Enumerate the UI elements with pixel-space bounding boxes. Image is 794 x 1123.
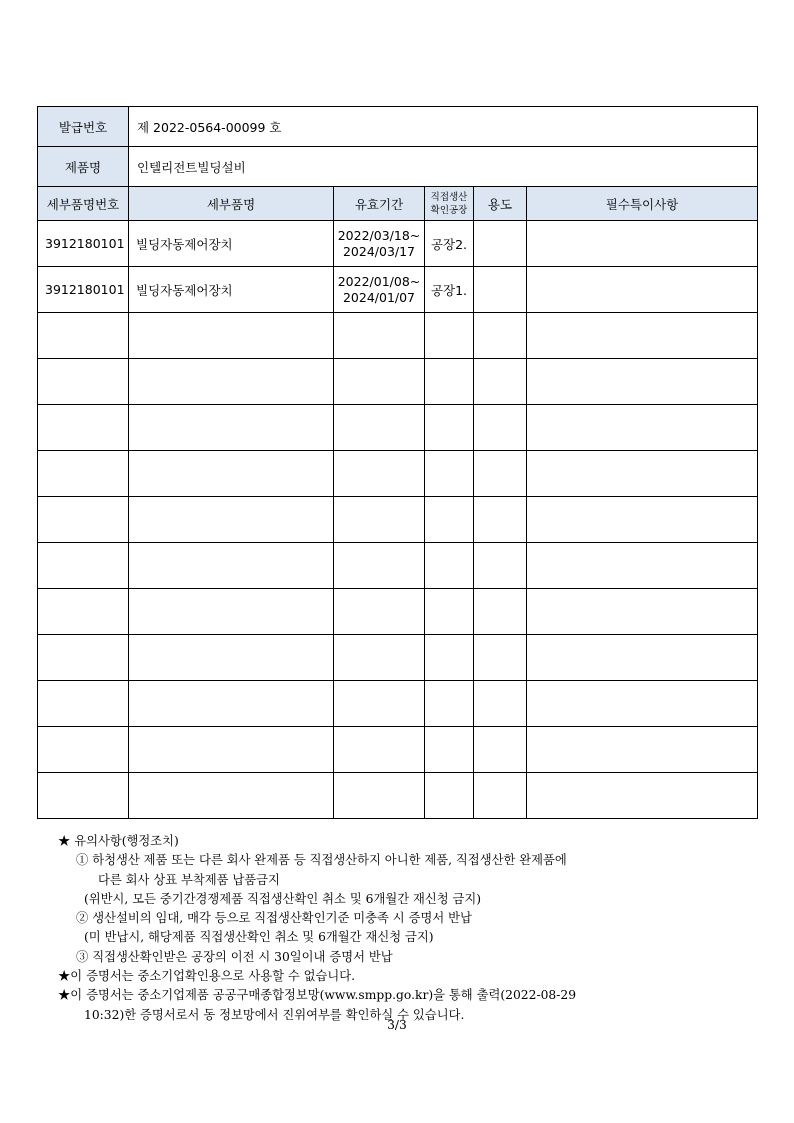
empty-cell bbox=[425, 543, 474, 589]
empty-cell bbox=[38, 727, 129, 773]
empty-cell bbox=[425, 405, 474, 451]
empty-cell bbox=[129, 405, 334, 451]
page-number: 3/3 bbox=[387, 1018, 407, 1032]
empty-cell bbox=[425, 773, 474, 819]
empty-cell bbox=[474, 359, 527, 405]
empty-cell bbox=[129, 451, 334, 497]
empty-cell bbox=[334, 727, 425, 773]
note-star-3-line-1: ★이 증명서는 중소기업제품 공공구매종합정보망(www.smpp.go.kr)을 통해 출력(2022-08-29 bbox=[58, 988, 577, 1003]
row-use bbox=[474, 221, 527, 267]
empty-cell bbox=[527, 497, 758, 543]
note-star-3-line-2: 10:32)한 증명서로서 동 정보망에서 진위여부를 확인하실 수 있습니다. bbox=[84, 1007, 465, 1022]
empty-cell bbox=[129, 727, 334, 773]
empty-cell bbox=[425, 313, 474, 359]
note-item-1-line-1: ① 하청생산 제품 또는 다른 회사 완제품 등 직접생산하지 아니한 제품, 직접생산한 완제품에 bbox=[76, 853, 567, 868]
empty-cell bbox=[334, 589, 425, 635]
empty-cell bbox=[474, 635, 527, 681]
note-item-2-line-1: ② 생산설비의 임대, 매각 등으로 직접생산확인기준 미충족 시 증명서 반납 bbox=[76, 911, 472, 926]
note-item-2-line-2: (미 반납시, 해당제품 직접생산확인 취소 및 6개월간 재신청 금지) bbox=[84, 930, 434, 945]
empty-cell bbox=[38, 589, 129, 635]
empty-cell bbox=[474, 497, 527, 543]
empty-table-row bbox=[38, 543, 758, 589]
empty-cell bbox=[334, 359, 425, 405]
empty-cell bbox=[129, 589, 334, 635]
issue-number-row bbox=[38, 107, 758, 147]
row-code: 3912180101 bbox=[38, 267, 129, 313]
empty-cell bbox=[129, 359, 334, 405]
empty-cell bbox=[474, 681, 527, 727]
empty-cell bbox=[527, 313, 758, 359]
col-header-factory bbox=[425, 187, 474, 221]
empty-cell bbox=[474, 773, 527, 819]
empty-cell bbox=[474, 451, 527, 497]
empty-table-row bbox=[38, 681, 758, 727]
empty-cell bbox=[334, 635, 425, 681]
col-header-factory-line-2: 확인공장 bbox=[430, 204, 468, 216]
column-header-row bbox=[38, 187, 758, 221]
notes-title: ★ 유의사항(행정조치) bbox=[58, 834, 179, 848]
empty-cell bbox=[474, 589, 527, 635]
col-header-name: 세부품명 bbox=[129, 187, 334, 221]
row-use bbox=[474, 267, 527, 313]
empty-cell bbox=[425, 451, 474, 497]
empty-cell bbox=[527, 681, 758, 727]
notes-section bbox=[58, 832, 778, 1025]
row-period-to: 2024/01/07 bbox=[342, 289, 416, 305]
empty-cell bbox=[527, 727, 758, 773]
empty-cell bbox=[129, 635, 334, 681]
row-period-to: 2024/03/17 bbox=[342, 243, 416, 259]
row-period-from: 2022/03/18~ bbox=[337, 227, 421, 243]
empty-cell bbox=[129, 313, 334, 359]
empty-table-row bbox=[38, 497, 758, 543]
table-row bbox=[38, 221, 758, 267]
empty-cell bbox=[334, 773, 425, 819]
row-notes bbox=[527, 221, 758, 267]
row-factory: 공장1. bbox=[425, 267, 474, 313]
empty-cell bbox=[474, 727, 527, 773]
empty-cell bbox=[38, 405, 129, 451]
empty-cell bbox=[527, 635, 758, 681]
row-period-from: 2022/01/08~ bbox=[337, 273, 421, 289]
empty-cell bbox=[527, 589, 758, 635]
empty-cell bbox=[527, 773, 758, 819]
note-item-1-line-2: 다른 회사 상표 부착제품 납품금지 bbox=[98, 872, 280, 887]
empty-cell bbox=[527, 451, 758, 497]
col-header-notes: 필수특이사항 bbox=[527, 187, 758, 221]
col-header-period: 유효기간 bbox=[334, 187, 425, 221]
empty-cell bbox=[38, 359, 129, 405]
row-period bbox=[334, 267, 425, 313]
empty-table-row bbox=[38, 727, 758, 773]
empty-cell bbox=[425, 727, 474, 773]
empty-cell bbox=[334, 497, 425, 543]
empty-cell bbox=[527, 359, 758, 405]
col-header-factory-line-1: 직접생산 bbox=[430, 191, 468, 203]
note-star-2: ★이 증명서는 중소기업확인용으로 사용할 수 없습니다. bbox=[58, 969, 356, 984]
empty-cell bbox=[38, 543, 129, 589]
empty-cell bbox=[474, 405, 527, 451]
empty-table-row bbox=[38, 313, 758, 359]
empty-cell bbox=[129, 497, 334, 543]
empty-table-row bbox=[38, 405, 758, 451]
empty-table-row bbox=[38, 451, 758, 497]
empty-cell bbox=[527, 543, 758, 589]
empty-cell bbox=[425, 497, 474, 543]
certificate-table bbox=[37, 106, 758, 819]
product-name-label: 제품명 bbox=[38, 147, 129, 187]
empty-cell bbox=[425, 635, 474, 681]
col-header-code: 세부품명번호 bbox=[38, 187, 129, 221]
empty-cell bbox=[129, 543, 334, 589]
empty-table-row bbox=[38, 635, 758, 681]
empty-cell bbox=[334, 313, 425, 359]
empty-cell bbox=[474, 313, 527, 359]
empty-cell bbox=[425, 681, 474, 727]
empty-cell bbox=[527, 405, 758, 451]
empty-cell bbox=[38, 451, 129, 497]
empty-cell bbox=[129, 773, 334, 819]
empty-cell bbox=[334, 405, 425, 451]
row-factory: 공장2. bbox=[425, 221, 474, 267]
note-item-3-line-1: ③ 직접생산확인받은 공장의 이전 시 30일이내 증명서 반납 bbox=[76, 949, 393, 964]
product-name-row bbox=[38, 147, 758, 187]
empty-cell bbox=[334, 681, 425, 727]
product-name-value: 인텔리전트빌딩설비 bbox=[129, 147, 758, 187]
note-item-1-line-3: (위반시, 모든 중기간경쟁제품 직접생산확인 취소 및 6개월간 재신청 금지) bbox=[84, 891, 482, 906]
row-period bbox=[334, 221, 425, 267]
empty-cell bbox=[334, 543, 425, 589]
col-header-use: 용도 bbox=[474, 187, 527, 221]
empty-cell bbox=[334, 451, 425, 497]
empty-table-row bbox=[38, 589, 758, 635]
row-name: 빌딩자동제어장치 bbox=[129, 267, 334, 313]
col-header-factory-text bbox=[425, 191, 473, 217]
empty-cell bbox=[425, 589, 474, 635]
table-row bbox=[38, 267, 758, 313]
issue-number-value: 제 2022-0564-00099 호 bbox=[129, 107, 758, 147]
empty-cell bbox=[38, 681, 129, 727]
empty-table-row bbox=[38, 773, 758, 819]
empty-cell bbox=[474, 543, 527, 589]
empty-table-row bbox=[38, 359, 758, 405]
issue-number-label: 발급번호 bbox=[38, 107, 129, 147]
row-code: 3912180101 bbox=[38, 221, 129, 267]
empty-cell bbox=[129, 681, 334, 727]
empty-cell bbox=[38, 635, 129, 681]
row-name: 빌딩자동제어장치 bbox=[129, 221, 334, 267]
row-notes bbox=[527, 267, 758, 313]
empty-cell bbox=[38, 497, 129, 543]
empty-cell bbox=[38, 773, 129, 819]
empty-cell bbox=[425, 359, 474, 405]
empty-cell bbox=[38, 313, 129, 359]
